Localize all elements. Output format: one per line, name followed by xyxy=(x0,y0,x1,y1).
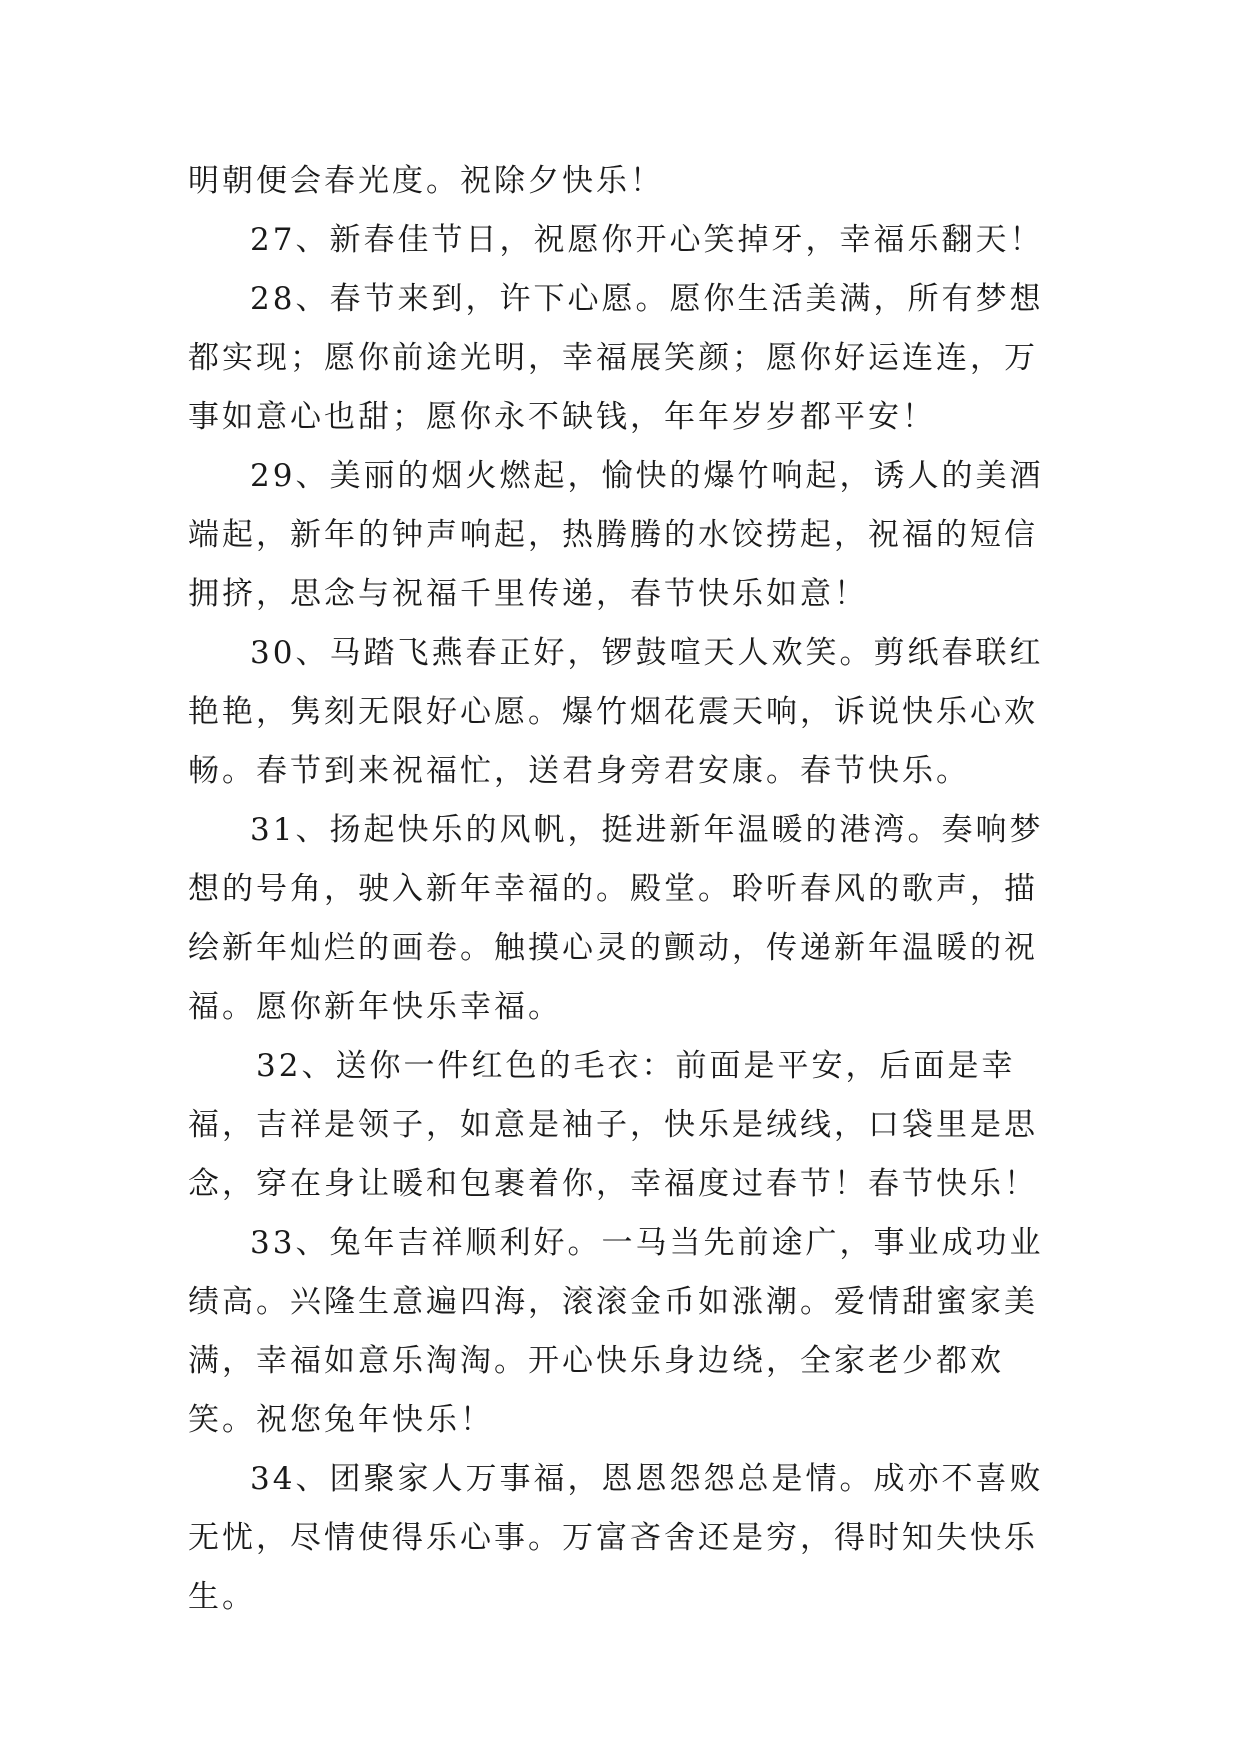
paragraph-32: 32、送你一件红色的毛衣：前面是平安，后面是幸福，吉祥是领子，如意是袖子，快乐是绒线，口袋里是思念，穿在身让暖和包裹着你，幸福度过春节！春节快乐！ xyxy=(188,1048,1038,1202)
paragraph-28: 28、春节来到，许下心愿。愿你生活美满，所有梦想都实现；愿你前途光明，幸福展笑颜；愿你好运连连，万事如意心也甜；愿你永不缺钱，年年岁岁都平安！ xyxy=(188,281,1044,435)
paragraph-27: 27、新春佳节日，祝愿你开心笑掉牙，幸福乐翻天！ xyxy=(250,222,1044,258)
paragraph-29: 29、美丽的烟火燃起，愉快的爆竹响起，诱人的美酒端起，新年的钟声响起，热腾腾的水饺捞起，祝福的短信拥挤，思念与祝福千里传递，春节快乐如意！ xyxy=(188,458,1044,612)
paragraph-26-tail: 明朝便会春光度。祝除夕快乐！ xyxy=(188,163,664,199)
paragraph-34: 34、团聚家人万事福，恩恩怨怨总是情。成亦不喜败无忧，尽情使得乐心事。万富吝舍还是穷，得时知失快乐生。 xyxy=(188,1461,1044,1615)
document-body xyxy=(188,152,1068,1627)
paragraph-31: 31、扬起快乐的风帆，挺进新年温暖的港湾。奏响梦想的号角，驶入新年幸福的。殿堂。聆听春风的歌声，描绘新年灿烂的画卷。触摸心灵的颤动，传递新年温暖的祝福。愿你新年快乐幸福。 xyxy=(188,812,1044,1025)
paragraph-33: 33、兔年吉祥顺利好。一马当先前途广，事业成功业绩高。兴隆生意遍四海，滚滚金币如涨潮。爱情甜蜜家美满，幸福如意乐淘淘。开心快乐身边绕，全家老少都欢笑。祝您兔年快乐！ xyxy=(188,1225,1044,1438)
paragraph-30: 30、马踏飞燕春正好，锣鼓喧天人欢笑。剪纸春联红艳艳，隽刻无限好心愿。爆竹烟花震天响，诉说快乐心欢畅。春节到来祝福忙，送君身旁君安康。春节快乐。 xyxy=(188,635,1044,789)
